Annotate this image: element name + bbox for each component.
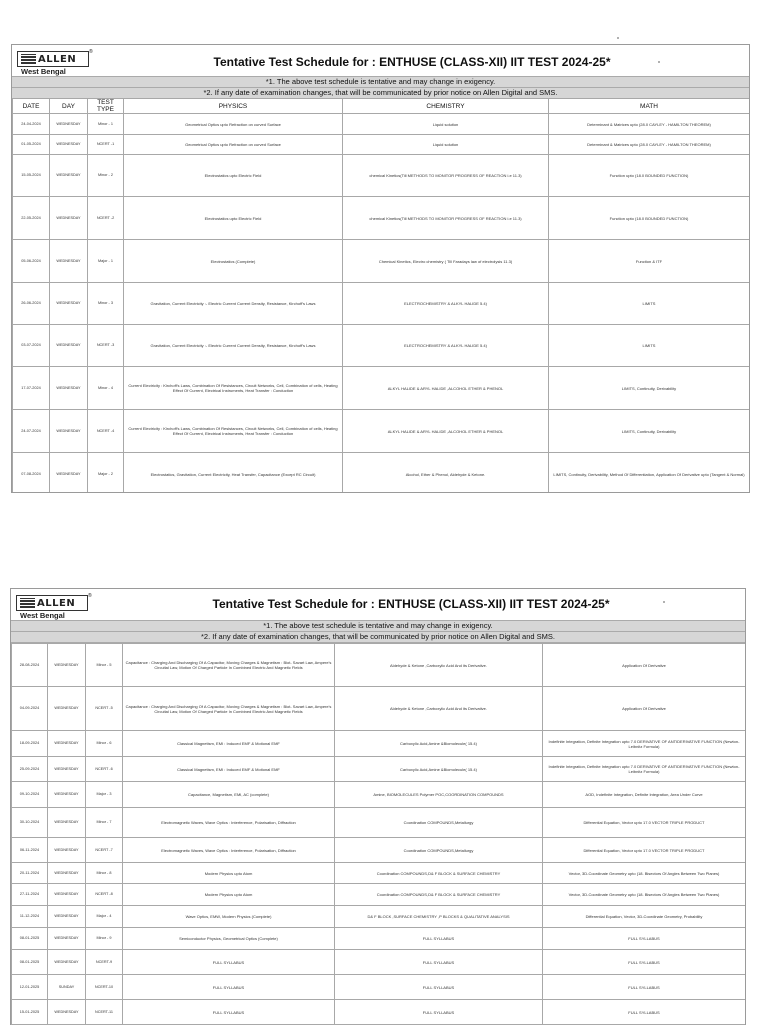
cell-date: 12-01-2025 (12, 975, 48, 1000)
cell-physics: Electrostatics (Complete) (124, 240, 343, 283)
cell-test-type: NCERT-9 (86, 950, 123, 975)
cell-chemistry: Aldehyde & Ketone ,Carboxylic Acid And its Derivative. (335, 644, 543, 687)
table-row (12, 808, 746, 838)
table-row (13, 325, 750, 367)
cell-physics: Gravitation, Current Electricity :- Electric Current Current Density, Resistance, Kirchoff's Laws (124, 325, 343, 367)
col-header-day: DAY (50, 99, 88, 114)
cell-date: 24-07-2024 (13, 410, 50, 453)
cell-chemistry: Coordination COMPOUNDS,D& F BLOCK & SURFACE CHEMISTRY (335, 863, 543, 884)
cell-day: WEDNESDAY (50, 114, 88, 135)
cell-day: WEDNESDAY (48, 687, 86, 731)
cell-date: 28-08-2024 (12, 644, 48, 687)
cell-test-type: Minor - 8 (86, 863, 123, 884)
table-row (12, 975, 746, 1000)
cell-day: SUNDAY (48, 975, 86, 1000)
cell-math: LIMITS, Continuity, Derivability, Method Of Differentiation, Application Of Derivative upto (Tangent & Normal) (549, 453, 750, 494)
table-row (12, 782, 746, 808)
cell-test-type: NCERT-11 (86, 1000, 123, 1025)
cell-physics: Electromagnetic Waves, Wave Optics : Interference, Polarisation, Diffraction (123, 808, 335, 838)
cell-date: 15-05-2024 (13, 155, 50, 197)
page-title: Tentative Test Schedule for : ENTHUSE (CLASS-XII) IIT TEST 2024-25* (212, 597, 610, 611)
table-row (13, 283, 750, 325)
cell-date: 05-06-2024 (13, 240, 50, 283)
cell-math: Function & ITF (549, 240, 750, 283)
cell-day: WEDNESDAY (50, 453, 88, 494)
cell-chemistry: Amine, BIOMOLECULES Polymer POC,COORDINATION COMPOUNDS (335, 782, 543, 808)
cell-date: 08-01-2025 (12, 950, 48, 975)
cell-test-type: Minor - 6 (86, 731, 123, 757)
cell-date: 17-07-2024 (13, 367, 50, 410)
col-header-physics: PHYSICS (124, 99, 343, 114)
cell-day: WEDNESDAY (50, 325, 88, 367)
cell-math: LIMITS, Continuity, Derivability (549, 367, 750, 410)
cell-day: WEDNESDAY (48, 863, 86, 884)
cell-date: 22-05-2024 (13, 197, 50, 240)
cell-math: LIMITS (549, 325, 750, 367)
cell-math: Differential Equation, Vector upto 17.0 VECTOR TRIPLE PRODUCT (543, 808, 746, 838)
allen-logo (17, 49, 93, 77)
cell-physics: Gravitation, Current Electricity :- Electric Current Current Density, Resistance, Kirchoff's Laws (124, 283, 343, 325)
cell-day: WEDNESDAY (48, 757, 86, 782)
cell-date: 06-11-2024 (12, 838, 48, 863)
cell-physics: Capacitance : Charging And Discharging Of A Capacitor, Moving Charges & Magnetism : Biot- Savart Law, Ampere's Circuital Law, Motion Of Charged Particle In Combined Electric And Magnetic Fields (123, 687, 335, 731)
cell-date: 07-08-2024 (13, 453, 50, 494)
cell-physics: Classical Magnetism, EMI : Induced EMF & Motional EMF (123, 731, 335, 757)
cell-chemistry: chemical Kinetics(Till METHODS TO MONITOR PROGRESS OF REACTION i.e 11.3) (343, 197, 549, 240)
cell-physics: Electromagnetic Waves, Wave Optics : Interference, Polarisation, Diffraction (123, 838, 335, 863)
table-row (12, 884, 746, 906)
cell-physics: Capacitance, Magnetism, EMI, AC (complete) (123, 782, 335, 808)
cell-test-type: NCERT -2 (88, 197, 124, 240)
page-title: Tentative Test Schedule for : ENTHUSE (CLASS-XII) IIT TEST 2024-25* (213, 55, 611, 69)
cell-date: 26-06-2024 (13, 283, 50, 325)
cell-test-type: NCERT -6 (86, 757, 123, 782)
table-row (13, 114, 750, 135)
cell-day: WEDNESDAY (48, 731, 86, 757)
cell-physics: FULL SYLLABUS (123, 950, 335, 975)
scan-speck (658, 61, 660, 63)
cell-day: WEDNESDAY (48, 950, 86, 975)
cell-test-type: NCERT -8 (86, 884, 123, 906)
table-row (12, 863, 746, 884)
cell-day: WEDNESDAY (48, 644, 86, 687)
cell-day: WEDNESDAY (48, 1000, 86, 1025)
scan-speck (663, 601, 665, 603)
cell-chemistry: FULL SYLLABUS (335, 928, 543, 950)
table-row (12, 928, 746, 950)
cell-day: WEDNESDAY (50, 155, 88, 197)
cell-day: WEDNESDAY (48, 838, 86, 863)
cell-date: 30-10-2024 (12, 808, 48, 838)
cell-date: 24-04-2024 (13, 114, 50, 135)
table-row (12, 838, 746, 863)
col-header-date: DATE (13, 99, 50, 114)
cell-day: WEDNESDAY (50, 410, 88, 453)
logo-trademark: ® (89, 49, 93, 55)
cell-chemistry: Carboxylic Acid,Amine &Biomolecule( 15.4) (335, 731, 543, 757)
cell-math: LIMITS, Continuity, Derivability (549, 410, 750, 453)
col-header-math: MATH (549, 99, 750, 114)
cell-test-type: Minor - 3 (88, 283, 124, 325)
cell-math: Application Of Derivative (543, 687, 746, 731)
cell-physics: FULL SYLLABUS (123, 975, 335, 1000)
cell-chemistry: FULL SYLLABUS (335, 1000, 543, 1025)
logo-region: West Bengal (21, 67, 66, 76)
cell-physics: Capacitance : Charging And Discharging Of A Capacitor, Moving Charges & Magnetism : Biot- Savart Law, Ampere's Circuital Law, Motion Of Charged Particle In Combined Electric And Magnetic Fields (123, 644, 335, 687)
cell-test-type: NCERT -5 (86, 687, 123, 731)
table-row (13, 155, 750, 197)
schedule-sheet-1 (11, 44, 750, 493)
cell-test-type: Minor - 5 (86, 644, 123, 687)
schedule-table (12, 98, 750, 493)
cell-chemistry: ALKYL HALIDE & ARYL HALIDE ,ALCOHOL ETHER & PHENOL (343, 410, 549, 453)
cell-day: WEDNESDAY (48, 782, 86, 808)
cell-date: 04-09-2024 (12, 687, 48, 731)
notice-tentative: *1. The above test schedule is tentative and may change in exigency. (12, 76, 749, 87)
cell-math: Function upto (18.0 BOUNDED FUNCTION) (549, 197, 750, 240)
cell-test-type: Minor - 2 (88, 155, 124, 197)
cell-chemistry: Chemical Kinetics, Electro chemistry ( Till Faradays law of electrolysis 11.3) (343, 240, 549, 283)
cell-test-type: Minor - 1 (88, 114, 124, 135)
table-row (12, 906, 746, 928)
schedule-sheet-2 (10, 588, 746, 1025)
cell-math: Differential Equation, Vector upto 17.0 VECTOR TRIPLE PRODUCT (543, 838, 746, 863)
table-row (12, 687, 746, 731)
table-row (13, 410, 750, 453)
cell-test-type: Major - 3 (86, 782, 123, 808)
allen-mark-icon (21, 54, 36, 64)
cell-physics: Current Electricity : Kirchoff's Laws, Combination Of Resistances, Circuit Networks, Cell, Combination of cells, Heating Effect Of Current, Electrical Instruments, Heat Transfer : Conduction (124, 410, 343, 453)
notice-tentative: *1. The above test schedule is tentative and may change in exigency. (11, 620, 745, 631)
cell-physics: FULL SYLLABUS (123, 1000, 335, 1025)
table-row (12, 757, 746, 782)
cell-physics: Geometrical Optics upto Refraction on curved Surface (124, 135, 343, 155)
cell-physics: Classical Magnetism, EMI : Induced EMF & Motional EMF (123, 757, 335, 782)
table-row (12, 644, 746, 687)
cell-chemistry: Coordination COMPOUNDS,D& F BLOCK & SURFACE CHEMISTRY (335, 884, 543, 906)
schedule-table (11, 643, 746, 1025)
cell-test-type: Minor - 4 (88, 367, 124, 410)
table-row (13, 367, 750, 410)
cell-chemistry: ALKYL HALIDE & ARYL HALIDE ,ALCOHOL ETHER & PHENOL (343, 367, 549, 410)
cell-date: 08-01-2025 (12, 928, 48, 950)
logo-box (17, 51, 89, 67)
table-row (13, 135, 750, 155)
cell-test-type: Major - 2 (88, 453, 124, 494)
cell-day: WEDNESDAY (50, 197, 88, 240)
cell-date: 27-11-2024 (12, 884, 48, 906)
cell-math: AOD, Indefinite Integration, Definite Integration, Area Under Curve (543, 782, 746, 808)
cell-date: 18-09-2024 (12, 731, 48, 757)
cell-day: WEDNESDAY (48, 928, 86, 950)
cell-test-type: NCERT -3 (88, 325, 124, 367)
table-row (13, 453, 750, 494)
cell-test-type: NCERT-10 (86, 975, 123, 1000)
cell-physics: Current Electricity : Kirchoff's Laws, Combination Of Resistances, Circuit Networks, Cell, Combination of cells, Heating Effect Of Current, Electrical Instruments, Heat Transfer : Conduction (124, 367, 343, 410)
cell-math: Indefinite Integration, Definite Integration upto 7.0 DERIVATIVE OF ANTIDERIVATIVE FUNCTION (Newton-Leibnitz Formula) (543, 731, 746, 757)
cell-test-type: Major - 4 (86, 906, 123, 928)
cell-math: Indefinite Integration, Definite Integration upto 7.0 DERIVATIVE OF ANTIDERIVATIVE FUNCTION (Newton-Leibnitz Formula) (543, 757, 746, 782)
table-row (12, 950, 746, 975)
table-row (12, 731, 746, 757)
allen-logo (16, 593, 92, 621)
cell-math: Vector, 3D-Coordinate Geometry upto (18. Bisectors Of Angles Between Two Planes) (543, 863, 746, 884)
cell-day: WEDNESDAY (50, 283, 88, 325)
cell-date: 11-12-2024 (12, 906, 48, 928)
cell-chemistry: Liquid solution (343, 114, 549, 135)
cell-physics: Electrostatics, Gravitation, Current Electricity, Heat Transfer, Capacitance (Except RC Circuit) (124, 453, 343, 494)
cell-test-type: Major - 1 (88, 240, 124, 283)
cell-chemistry: FULL SYLLABUS (335, 975, 543, 1000)
cell-day: WEDNESDAY (50, 240, 88, 283)
cell-chemistry: ELECTROCHEMISTRY & ALKYL HALIDE 5.4) (343, 325, 549, 367)
cell-date: 01-05-2024 (13, 135, 50, 155)
notice-exam-change: *2. If any date of examination changes, that will be communicated by prior notice on Allen Digital and SMS. (11, 631, 745, 643)
cell-math: Determinant & Matrices upto (28.0 CAYLEY - HAMILTON THEOREM) (549, 114, 750, 135)
col-header-chemistry: CHEMISTRY (343, 99, 549, 114)
cell-math: Function upto (18.0 BOUNDED FUNCTION) (549, 155, 750, 197)
cell-date: 03-07-2024 (13, 325, 50, 367)
cell-math: FULL SYLLABUS (543, 975, 746, 1000)
cell-date: 09-10-2024 (12, 782, 48, 808)
allen-mark-icon (20, 598, 35, 608)
cell-chemistry: Coordination COMPOUNDS,Metallurgy (335, 808, 543, 838)
cell-math: FULL SYLLABUS (543, 1000, 746, 1025)
cell-physics: Wave Optics, EMW, Modern Physics (Complete) (123, 906, 335, 928)
cell-physics: Semiconductor Physics, Geometrical Optics (Complete) (123, 928, 335, 950)
cell-physics: Modern Physics upto Atom (123, 863, 335, 884)
cell-math: Vector, 3D-Coordinate Geometry upto (18. Bisectors Of Angles Between Two Planes) (543, 884, 746, 906)
cell-day: WEDNESDAY (50, 135, 88, 155)
cell-day: WEDNESDAY (48, 884, 86, 906)
cell-day: WEDNESDAY (48, 906, 86, 928)
cell-math: LIMITS (549, 283, 750, 325)
cell-math: FULL SYLLABUS (543, 950, 746, 975)
cell-day: WEDNESDAY (48, 808, 86, 838)
cell-chemistry: Carboxylic Acid,Amine &Biomolecule( 15.4) (335, 757, 543, 782)
logo-box (16, 595, 88, 611)
cell-test-type: NCERT -1 (88, 135, 124, 155)
cell-physics: Electrostatics upto Electric Field (124, 155, 343, 197)
cell-chemistry: Coordination COMPOUNDS,Metallurgy (335, 838, 543, 863)
cell-physics: Electrostatics upto Electric Field (124, 197, 343, 240)
cell-math: Differential Equation, Vector, 3D-Coordinate Geometry, Probability (543, 906, 746, 928)
table-row (13, 240, 750, 283)
cell-date: 15-01-2025 (12, 1000, 48, 1025)
cell-chemistry: chemical Kinetics(Till METHODS TO MONITOR PROGRESS OF REACTION i.e 11.3) (343, 155, 549, 197)
logo-brand: ALLEN (38, 53, 77, 65)
cell-chemistry: Liquid solution (343, 135, 549, 155)
cell-chemistry: FULL SYLLABUS (335, 950, 543, 975)
cell-date: 25-09-2024 (12, 757, 48, 782)
cell-test-type: Minor - 9 (86, 928, 123, 950)
cell-chemistry: Aldehyde & Ketone ,Carboxylic Acid And its Derivative. (335, 687, 543, 731)
notice-exam-change: *2. If any date of examination changes, that will be communicated by prior notice on Allen Digital and SMS. (12, 87, 749, 99)
logo-trademark: ® (88, 593, 92, 599)
cell-day: WEDNESDAY (50, 367, 88, 410)
cell-chemistry: ELECTROCHEMISTRY & ALKYL HALIDE 5.4) (343, 283, 549, 325)
cell-math: Determinant & Matrices upto (28.0 CAYLEY - HAMILTON THEOREM) (549, 135, 750, 155)
logo-brand: ALLEN (37, 597, 76, 609)
cell-physics: Modern Physics upto Atom (123, 884, 335, 906)
table-row (12, 1000, 746, 1025)
cell-date: 20-11-2024 (12, 863, 48, 884)
cell-physics: Geometrical Optics upto Refraction on curved Surface (124, 114, 343, 135)
cell-math: FULL SYLLABUS (543, 928, 746, 950)
scan-speck (617, 37, 619, 39)
table-row (13, 197, 750, 240)
logo-region: West Bengal (20, 611, 65, 620)
cell-chemistry: Alcohol, Ether & Phenol, Aldehyde & Ketone. (343, 453, 549, 494)
table-header-row (13, 99, 750, 114)
cell-chemistry: D& F BLOCK ,SURFACE CHEMISTRY ,P BLOCKS & QUALITATIVE ANALYSIS (335, 906, 543, 928)
cell-test-type: NCERT -7 (86, 838, 123, 863)
col-header-test-type: TEST TYPE (88, 99, 124, 114)
cell-test-type: NCERT -4 (88, 410, 124, 453)
cell-math: Application Of Derivative (543, 644, 746, 687)
cell-test-type: Minor - 7 (86, 808, 123, 838)
